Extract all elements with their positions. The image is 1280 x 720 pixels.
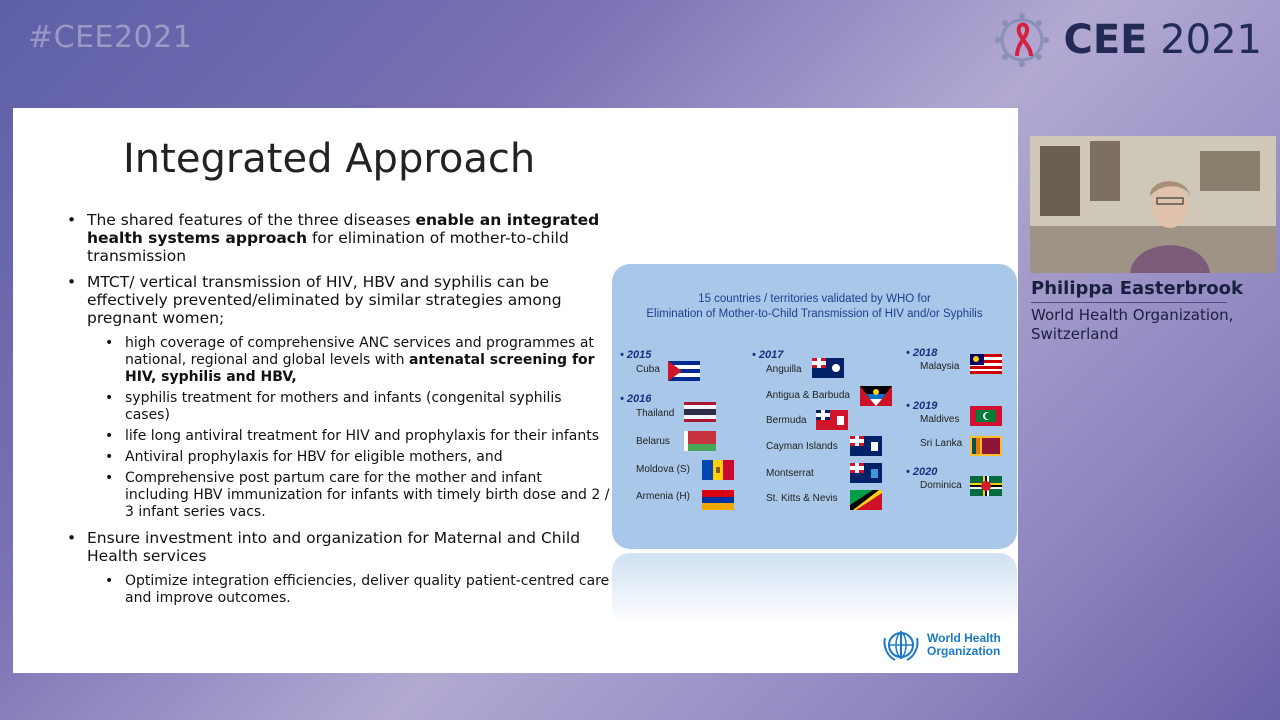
country-stkitts: St. Kitts & Nevis	[766, 493, 838, 504]
country-armenia: Armenia (H)	[636, 491, 690, 502]
speaker-affiliation: World Health Organization, Switzerland	[1031, 306, 1234, 343]
sub-bullet-anc-coverage: • high coverage of comprehensive ANC services and programmes at national, regional and global levels with antenatal screening for HIV, syphilis and HBV,	[65, 335, 610, 386]
sub-bullet-integration: • Optimize integration efficiencies, deliver quality patient-centred care and improve outcomes.	[65, 573, 610, 607]
belarus-flag-icon	[684, 431, 716, 451]
speaker-video	[1030, 136, 1276, 273]
year-2018: • 2018	[906, 347, 937, 359]
country-moldova: Moldova (S)	[636, 464, 690, 475]
year-2019: • 2019	[906, 400, 937, 412]
maldives-flag-icon	[970, 406, 1002, 426]
country-belarus: Belarus	[636, 436, 670, 447]
year-2017: • 2017	[752, 349, 783, 361]
sub-bullet-hiv-treatment: • life long antiviral treatment for HIV and prophylaxis for their infants	[65, 428, 610, 445]
country-malaysia: Malaysia	[920, 361, 960, 372]
sub-bullet-syphilis-treatment: • syphilis treatment for mothers and infants (congenital syphilis cases)	[65, 390, 610, 424]
country-cayman: Cayman Islands	[766, 441, 838, 452]
montserrat-flag-icon	[850, 463, 882, 483]
country-anguilla: Anguilla	[766, 364, 802, 375]
bermuda-flag-icon	[816, 410, 848, 430]
conference-title: CEE 2021	[1063, 17, 1262, 63]
antigua-flag-icon	[860, 386, 892, 406]
who-emblem-icon	[881, 628, 921, 662]
slide-content	[65, 211, 610, 615]
cuba-flag-icon	[668, 361, 700, 381]
armenia-flag-icon	[702, 490, 734, 510]
dominica-flag-icon	[970, 476, 1002, 496]
stkitts-flag-icon	[850, 490, 882, 510]
thailand-flag-icon	[684, 402, 716, 422]
hashtag-watermark: #CEE2021	[28, 20, 193, 55]
speaker-name: Philippa Easterbrook	[1031, 278, 1244, 299]
country-antigua: Antigua & Barbuda	[766, 390, 850, 401]
who-logo	[881, 628, 1001, 662]
panel-title: 15 countries / territories validated by WHO for Elimination of Mother-to-Child Transmission of HIV and/or Syphilis	[646, 293, 983, 320]
sub-bullet-postpartum-care: • Comprehensive post partum care for the mother and infant including HBV immunization for infants with timely birth dose and 2 / 3 infant series vacs.	[65, 470, 610, 521]
moldova-flag-icon	[702, 460, 734, 480]
year-2020: • 2020	[906, 466, 937, 478]
country-dominica: Dominica	[920, 480, 962, 491]
country-maldives: Maldives	[920, 414, 960, 425]
year-2016: • 2016	[620, 393, 651, 405]
slide-title: Integrated Approach	[123, 136, 536, 182]
presentation-slide	[13, 108, 1018, 673]
panel-reflection	[612, 553, 1017, 625]
srilanka-flag-icon	[970, 436, 1002, 456]
country-bermuda: Bermuda	[766, 415, 807, 426]
speaker-webcam-image	[1030, 136, 1276, 273]
malaysia-flag-icon	[970, 354, 1002, 374]
bullet-integrated-approach: • The shared features of the three diseases enable an integrated health systems approach for elimination of mother-to-child transmission	[65, 211, 610, 265]
sub-bullet-hbv-prophylaxis: • Antiviral prophylaxis for HBV for eligible mothers, and	[65, 449, 610, 466]
bullet-mtct: • MTCT/ vertical transmission of HIV, HBV and syphilis can be effectively prevented/eliminated by similar strategies among pregnant women;	[65, 273, 610, 327]
country-montserrat: Montserrat	[766, 468, 814, 479]
country-srilanka: Sri Lanka	[920, 438, 963, 449]
validated-countries-panel	[612, 264, 1017, 549]
investment-list	[65, 573, 610, 607]
who-logo-text: World Health Organization	[927, 631, 1001, 658]
country-cuba: Cuba	[636, 364, 660, 375]
conference-logo	[987, 12, 1262, 68]
speaker-divider	[1031, 302, 1227, 303]
virus-ribbon-icon	[987, 12, 1057, 68]
year-2015: • 2015	[620, 349, 651, 361]
cayman-flag-icon	[850, 436, 882, 456]
anguilla-flag-icon	[812, 358, 844, 378]
bullet-investment: • Ensure investment into and organization for Maternal and Child Health services	[65, 529, 610, 565]
mtct-strategies-list	[65, 335, 610, 521]
country-thailand: Thailand	[636, 408, 675, 419]
